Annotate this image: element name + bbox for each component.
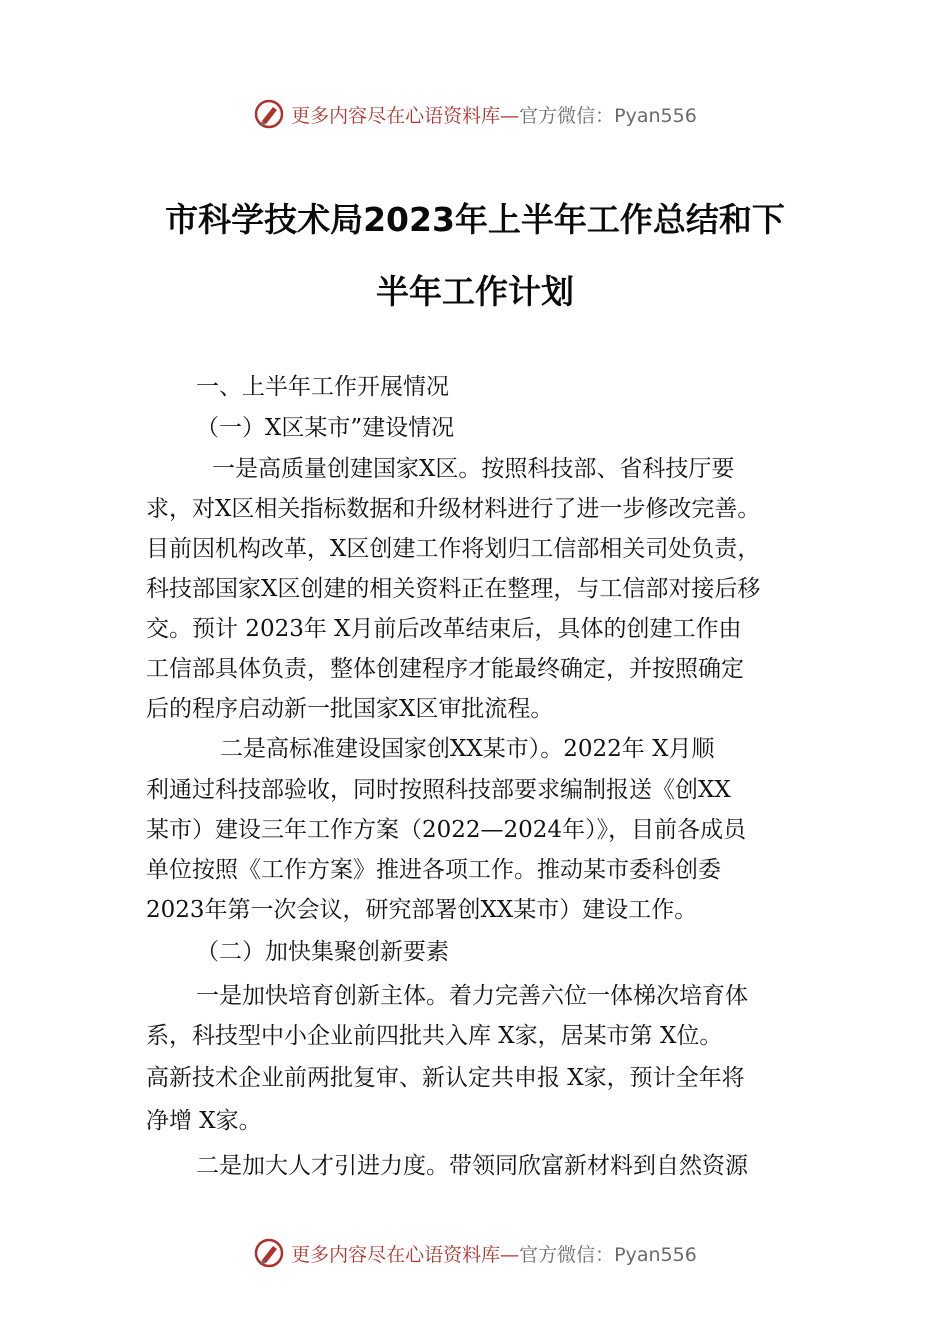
paragraph-line: 目前因机构改革，X区创建工作将划归工信部相关司处负责，	[146, 536, 761, 562]
banner-text: 更多内容尽在心语资料库—官方微信：Pyan556	[291, 104, 697, 127]
footer-banner	[0, 1231, 950, 1275]
paragraph-line: 单位按照《工作方案》推进各项工作。推动某市委科创委	[146, 857, 721, 883]
paragraph-line: 求，对X区相关指标数据和升级材料进行了进一步修改完善。	[146, 496, 761, 522]
pen-tip-circle-icon	[253, 1237, 285, 1269]
paragraph-line: 系，科技型中小企业前四批共入库 X家，居某市第 X位。	[146, 1023, 723, 1049]
paragraph-line: 一是加快培育创新主体。着力完善六位一体梯次培育体	[196, 983, 748, 1009]
document-title-line-2: 半年工作计划	[376, 272, 574, 311]
paragraph-line: 某市）建设三年工作方案（2022—2024年）》，目前各成员	[146, 817, 747, 843]
document-title-line-1: 市科学技术局2023年上半年工作总结和下	[165, 200, 785, 239]
paragraph-line: 科技部国家X区创建的相关资料正在整理，与工信部对接后移	[146, 576, 761, 602]
paragraph-line: 工信部具体负责，整体创建程序才能最终确定，并按照确定	[146, 656, 744, 682]
section-heading: 一、上半年工作开展情况	[196, 374, 449, 400]
paragraph-line: 净增 X家。	[146, 1108, 262, 1134]
paragraph-line: 二是加大人才引进力度。带领同欣富新材料到自然资源	[196, 1153, 748, 1179]
subsection-heading: （一）X区某市”建设情况	[196, 415, 455, 441]
paragraph-line: 后的程序启动新一批国家X区审批流程。	[146, 696, 554, 722]
subsection-heading: （二）加快集聚创新要素	[196, 939, 449, 965]
header-banner	[0, 92, 950, 136]
pen-tip-circle-icon	[253, 98, 285, 130]
paragraph-line: 2023年第一次会议，研究部署创XX某市）建设工作。	[146, 897, 698, 923]
paragraph-line: 二是高标准建设国家创XX某市）。2022年 X月顺	[220, 736, 715, 762]
paragraph-line: 高新技术企业前两批复审、新认定共申报 X家，预计全年将	[146, 1065, 745, 1091]
paragraph-line: 利通过科技部验收，同时按照科技部要求编制报送《创XX	[146, 777, 731, 803]
banner-text: 更多内容尽在心语资料库—官方微信：Pyan556	[291, 1243, 697, 1266]
paragraph-line: 交。预计 2023年 X月前后改革结束后，具体的创建工作由	[146, 616, 742, 642]
paragraph-line: 一是高质量创建国家X区。按照科技部、省科技厅要	[212, 456, 735, 482]
